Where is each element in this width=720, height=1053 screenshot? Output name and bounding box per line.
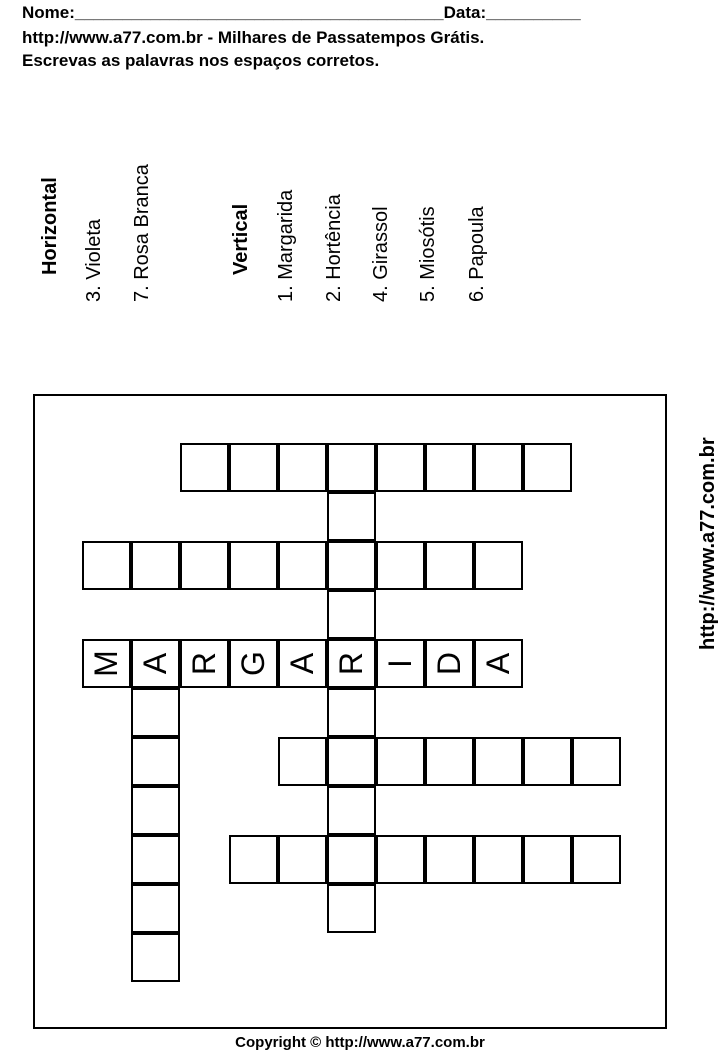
grid-cell[interactable] [180, 639, 229, 688]
clue-vertical-4: 4. Girassol [370, 206, 392, 302]
grid-cell[interactable] [327, 590, 376, 639]
grid-cell[interactable] [131, 933, 180, 982]
grid-cell[interactable] [327, 492, 376, 541]
grid-cell[interactable] [572, 737, 621, 786]
grid-cell[interactable] [474, 443, 523, 492]
grid-cell[interactable] [376, 737, 425, 786]
grid-cell[interactable] [376, 835, 425, 884]
grid-cell[interactable] [278, 443, 327, 492]
cell-letter: A [480, 652, 516, 675]
grid-cell[interactable] [131, 639, 180, 688]
clue-vertical-6: 6. Papoula [466, 206, 488, 302]
clue-horizontal-3: 3. Violeta [83, 218, 105, 302]
cell-letter: D [431, 651, 467, 676]
grid-cell[interactable] [278, 737, 327, 786]
grid-cell[interactable] [523, 835, 572, 884]
grid-cell[interactable] [180, 443, 229, 492]
cell-letter: M [88, 650, 124, 677]
grid-cell[interactable] [474, 737, 523, 786]
cell-letter: A [137, 652, 173, 675]
grid-cell[interactable] [327, 884, 376, 933]
grid-cell[interactable] [229, 835, 278, 884]
vertical-clues-title: Vertical [230, 203, 252, 275]
grid-cell[interactable] [131, 737, 180, 786]
footer-copyright: Copyright © http://www.a77.com.br [235, 1034, 485, 1051]
grid-cell[interactable] [474, 541, 523, 590]
grid-cell[interactable] [474, 835, 523, 884]
grid-cell[interactable] [229, 541, 278, 590]
grid-cell[interactable] [131, 786, 180, 835]
cell-letter: A [284, 652, 320, 675]
grid-cell[interactable] [572, 835, 621, 884]
grid-cell[interactable] [131, 835, 180, 884]
grid-cell[interactable] [327, 541, 376, 590]
grid-cell[interactable] [82, 639, 131, 688]
cell-letter: I [382, 659, 418, 668]
grid-cell[interactable] [425, 737, 474, 786]
grid-cell[interactable] [278, 835, 327, 884]
grid-cell[interactable] [229, 443, 278, 492]
name-date-line: Nome:_______________________________________Data:__________ [22, 3, 581, 22]
grid-cell[interactable] [327, 737, 376, 786]
clue-vertical-5: 5. Miosótis [417, 206, 439, 302]
side-url: http://www.a77.com.br [697, 437, 719, 650]
grid-cell[interactable] [82, 541, 131, 590]
grid-cell[interactable] [376, 541, 425, 590]
site-tagline: http://www.a77.com.br - Milhares de Passatempos Grátis. [22, 28, 485, 47]
grid-cell[interactable] [327, 786, 376, 835]
grid-cell[interactable] [180, 541, 229, 590]
grid-cell[interactable] [327, 688, 376, 737]
grid-cell[interactable] [131, 884, 180, 933]
grid-cell[interactable] [474, 639, 523, 688]
instructions: Escrevas as palavras nos espaços corretos. [22, 51, 380, 70]
grid-cell[interactable] [523, 443, 572, 492]
clue-vertical-2: 2. Hortência [323, 194, 345, 302]
grid-cell[interactable] [523, 737, 572, 786]
grid-cell[interactable] [425, 443, 474, 492]
grid-cell[interactable] [327, 835, 376, 884]
grid-cell[interactable] [376, 639, 425, 688]
grid-cell[interactable] [229, 639, 278, 688]
clue-vertical-1: 1. Margarida [275, 189, 297, 302]
crossword-board [33, 394, 667, 1029]
cell-letter: R [333, 651, 369, 676]
grid-cell[interactable] [425, 541, 474, 590]
cell-letter: G [235, 651, 271, 676]
grid-cell[interactable] [278, 541, 327, 590]
horizontal-clues-title: Horizontal [39, 177, 61, 275]
clue-horizontal-7: 7. Rosa Branca [131, 164, 153, 302]
grid-cell[interactable] [376, 443, 425, 492]
grid-cell[interactable] [327, 639, 376, 688]
grid-cell[interactable] [131, 541, 180, 590]
grid-cell[interactable] [425, 835, 474, 884]
grid-cell[interactable] [425, 639, 474, 688]
grid-cell[interactable] [327, 443, 376, 492]
grid-cell[interactable] [278, 639, 327, 688]
cell-letter: R [186, 651, 222, 676]
grid-cell[interactable] [131, 688, 180, 737]
